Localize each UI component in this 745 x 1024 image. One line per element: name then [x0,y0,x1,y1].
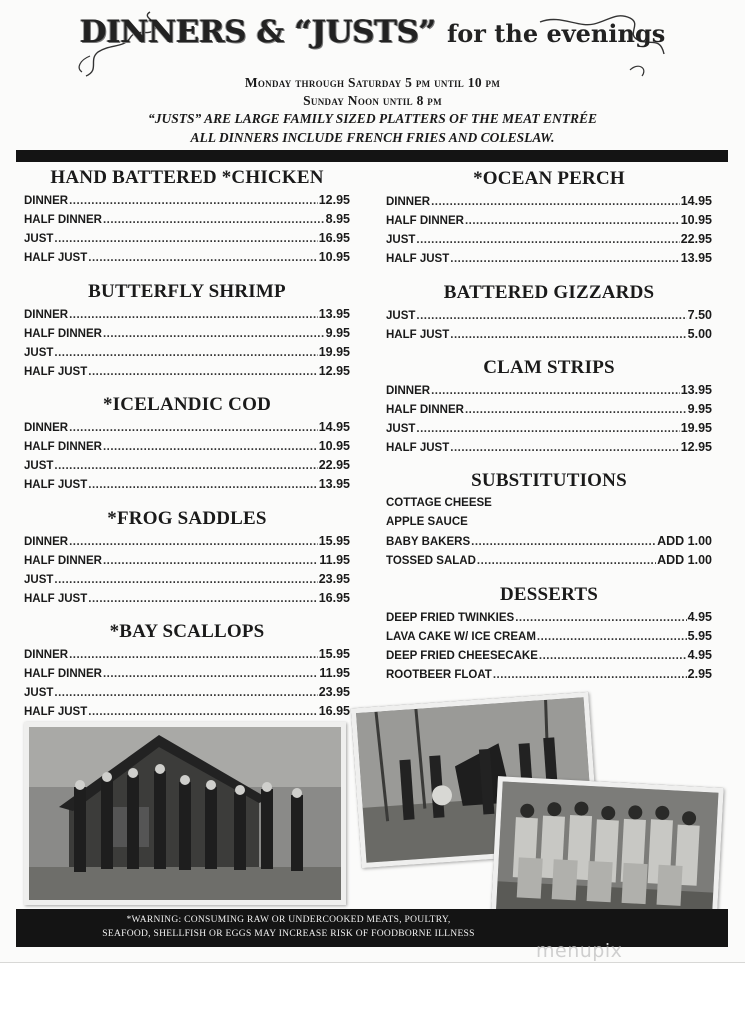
item-label: HALF DINNER [24,328,102,340]
dot-leader [103,552,318,571]
item-price: 2.95 [687,667,712,681]
menu-item-row [386,513,712,532]
menu-item-row [386,608,712,627]
item-price: 10.95 [318,250,350,264]
item-label: JUST [24,460,54,472]
item-price: 11.95 [319,553,350,567]
menu-item-row [24,418,350,437]
item-label: DINNER [24,195,69,207]
item-label: DEEP FRIED CHEESECAKE [386,650,538,662]
section-scallops [24,620,350,721]
item-label: HALF DINNER [24,555,102,567]
menu-item-row [386,646,712,665]
dot-leader [88,590,317,609]
dot-leader [54,571,317,590]
warning-line-2: SEAFOOD, SHELLFISH OR EGGS MAY INCREASE RISK OF FOODBORNE ILLNESS [102,929,475,939]
justs-note: “JUSTS” ARE LARGE FAMILY SIZED PLATTERS OF THE MEAT ENTRÉE [148,111,597,126]
menu-item-row [24,664,350,683]
menu-item-row [24,475,350,494]
menu-item-row [386,627,712,646]
item-price: 13.95 [318,477,350,491]
item-label: JUST [24,687,54,699]
warning-line-1: *WARNING: CONSUMING RAW OR UNDERCOOKED MEATS, POULTRY, [126,915,451,925]
page-margin [0,963,745,1024]
dot-leader [69,533,318,552]
dot-leader [416,307,686,326]
item-label: DINNER [24,649,69,661]
section-chicken [24,166,350,267]
item-label: JUST [386,234,416,246]
item-price: 22.95 [318,458,350,472]
dot-leader [54,457,317,476]
item-label: DINNER [386,385,431,397]
item-label: HALF DINNER [386,404,464,416]
menu-item-row [386,192,712,211]
menu-item-row [386,306,712,325]
menu-item-row [24,437,350,456]
header-divider [16,150,728,162]
section-title: BUTTERFLY SHRIMP [88,281,286,302]
section-clam [386,356,712,457]
item-price: ADD 1.00 [657,534,712,548]
section-gizzards [386,281,712,344]
item-price: 22.95 [680,232,712,246]
section-title: *FROG SADDLES [107,508,267,529]
dot-leader [515,609,686,628]
section-title: HAND BATTERED *CHICKEN [50,167,324,188]
item-price: 9.95 [687,402,712,416]
item-label: HALF DINNER [24,668,102,680]
item-label: HALF JUST [24,252,88,264]
menu-item-row [386,249,712,268]
menu-title [0,14,745,50]
item-label: HALF JUST [24,366,88,378]
menu-item-row [24,456,350,475]
dot-leader [431,193,680,212]
title-sub: for the evenings [446,19,666,48]
item-price: 8.95 [325,212,350,226]
item-label: DINNER [24,309,69,321]
section-title: *BAY SCALLOPS [109,621,265,642]
section-subs [386,469,712,570]
section-title: BATTERED GIZZARDS [443,282,655,303]
watermark: menupix [536,940,623,962]
dot-leader [416,231,679,250]
item-price: 10.95 [680,213,712,227]
dot-leader [450,326,686,345]
item-price: 4.95 [687,610,712,624]
section-frog [24,507,350,608]
hours-sunday: Sunday Noon until 8 pm [303,93,442,108]
dot-leader [539,647,687,666]
menu-item-row [386,665,712,684]
dot-leader [471,533,656,552]
dot-leader [537,628,687,647]
item-label: APPLE SAUCE [386,516,468,528]
item-price: 23.95 [318,685,350,699]
menu-item-row [386,551,712,570]
dot-leader [54,344,317,363]
menu-item-row [24,305,350,324]
item-label: DEEP FRIED TWINKIES [386,612,515,624]
item-price: 5.95 [687,629,712,643]
item-price: 12.95 [680,440,712,454]
menu-item-row [386,230,712,249]
item-price: 11.95 [319,666,350,680]
item-label: JUST [24,347,54,359]
dot-leader [450,250,679,269]
menu-item-row [386,325,712,344]
item-label: HALF JUST [24,593,88,605]
menu-item-row [24,343,350,362]
item-label: DINNER [24,536,69,548]
menu-item-row [24,645,350,664]
menu-item-row [386,438,712,457]
dot-leader [103,325,325,344]
dot-leader [465,212,680,231]
dot-leader [493,666,687,685]
item-label: HALF JUST [386,442,450,454]
item-label: DINNER [386,196,431,208]
item-price: 16.95 [318,704,350,718]
item-price: 13.95 [680,251,712,265]
dot-leader [69,306,318,325]
menu-item-row [386,400,712,419]
item-label: HALF JUST [386,329,450,341]
menu-item-row [386,381,712,400]
menu-item-row [24,570,350,589]
menu-item-row [24,229,350,248]
photo-fishing-camp [24,722,346,905]
menu-item-row [386,419,712,438]
dot-leader [69,646,318,665]
item-price: 19.95 [680,421,712,435]
section-perch [386,167,712,268]
dot-leader [477,552,656,571]
item-label: JUST [24,233,54,245]
dot-leader [416,420,679,439]
menu-item-row [24,324,350,343]
dot-leader [54,230,317,249]
menu-item-row [24,683,350,702]
item-label: HALF DINNER [386,215,464,227]
dinners-note: ALL DINNERS INCLUDE FRENCH FRIES AND COLESLAW. [190,130,555,145]
dot-leader [103,438,318,457]
menu-item-row [24,248,350,267]
item-label: DINNER [24,422,69,434]
dot-leader [431,382,680,401]
item-label: BABY BAKERS [386,536,471,548]
item-price: 4.95 [687,648,712,662]
item-label: JUST [24,574,54,586]
section-title: CLAM STRIPS [483,357,615,378]
item-price: 16.95 [318,231,350,245]
section-title: *OCEAN PERCH [473,168,625,189]
item-price: 13.95 [318,307,350,321]
dot-leader [103,211,325,230]
menu-item-row [24,191,350,210]
item-price: 14.95 [318,420,350,434]
item-price: ADD 1.00 [657,553,712,567]
menu-item-row [24,702,350,721]
item-price: 12.95 [318,364,350,378]
section-title: DESSERTS [499,584,599,605]
item-label: ROOTBEER FLOAT [386,669,492,681]
dot-leader [88,249,317,268]
item-label: LAVA CAKE W/ ICE CREAM [386,631,536,643]
item-price: 19.95 [318,345,350,359]
item-label: HALF JUST [24,479,88,491]
section-title: *ICELANDIC COD [102,394,271,415]
item-label: JUST [386,310,416,322]
item-price: 15.95 [318,647,350,661]
dot-leader [88,703,317,722]
item-price: 9.95 [325,326,350,340]
item-label: HALF DINNER [24,441,102,453]
item-label: TOSSED SALAD [386,555,476,567]
item-label: HALF DINNER [24,214,102,226]
hours-weekday: Monday through Saturday 5 pm until 10 pm [244,75,501,90]
menu-item-row [24,589,350,608]
item-price: 10.95 [318,439,350,453]
menu-item-row [24,532,350,551]
dot-leader [88,476,317,495]
item-price: 13.95 [680,383,712,397]
dot-leader [465,401,687,420]
item-price: 23.95 [318,572,350,586]
title-main: DINNERS & “JUSTS” [79,14,436,50]
dot-leader [88,363,317,382]
menu-item-row [386,211,712,230]
menu-item-row [386,494,712,513]
dot-leader [69,192,318,211]
dot-leader [103,665,318,684]
item-label: JUST [386,423,416,435]
item-price: 5.00 [687,327,712,341]
dot-leader [450,439,679,458]
section-shrimp [24,280,350,381]
menu-item-row [24,362,350,381]
menu-item-row [24,210,350,229]
item-price: 14.95 [680,194,712,208]
dot-leader [69,419,318,438]
menu-item-row [386,532,712,551]
section-desserts [386,583,712,684]
menu-item-row [24,551,350,570]
item-price: 12.95 [318,193,350,207]
item-label: HALF JUST [24,706,88,718]
section-cod [24,393,350,494]
item-price: 7.50 [687,308,712,322]
item-price: 15.95 [318,534,350,548]
item-label: HALF JUST [386,253,450,265]
dot-leader [54,684,317,703]
section-title: SUBSTITUTIONS [471,470,627,491]
item-price: 16.95 [318,591,350,605]
item-label: COTTAGE CHEESE [386,497,492,509]
